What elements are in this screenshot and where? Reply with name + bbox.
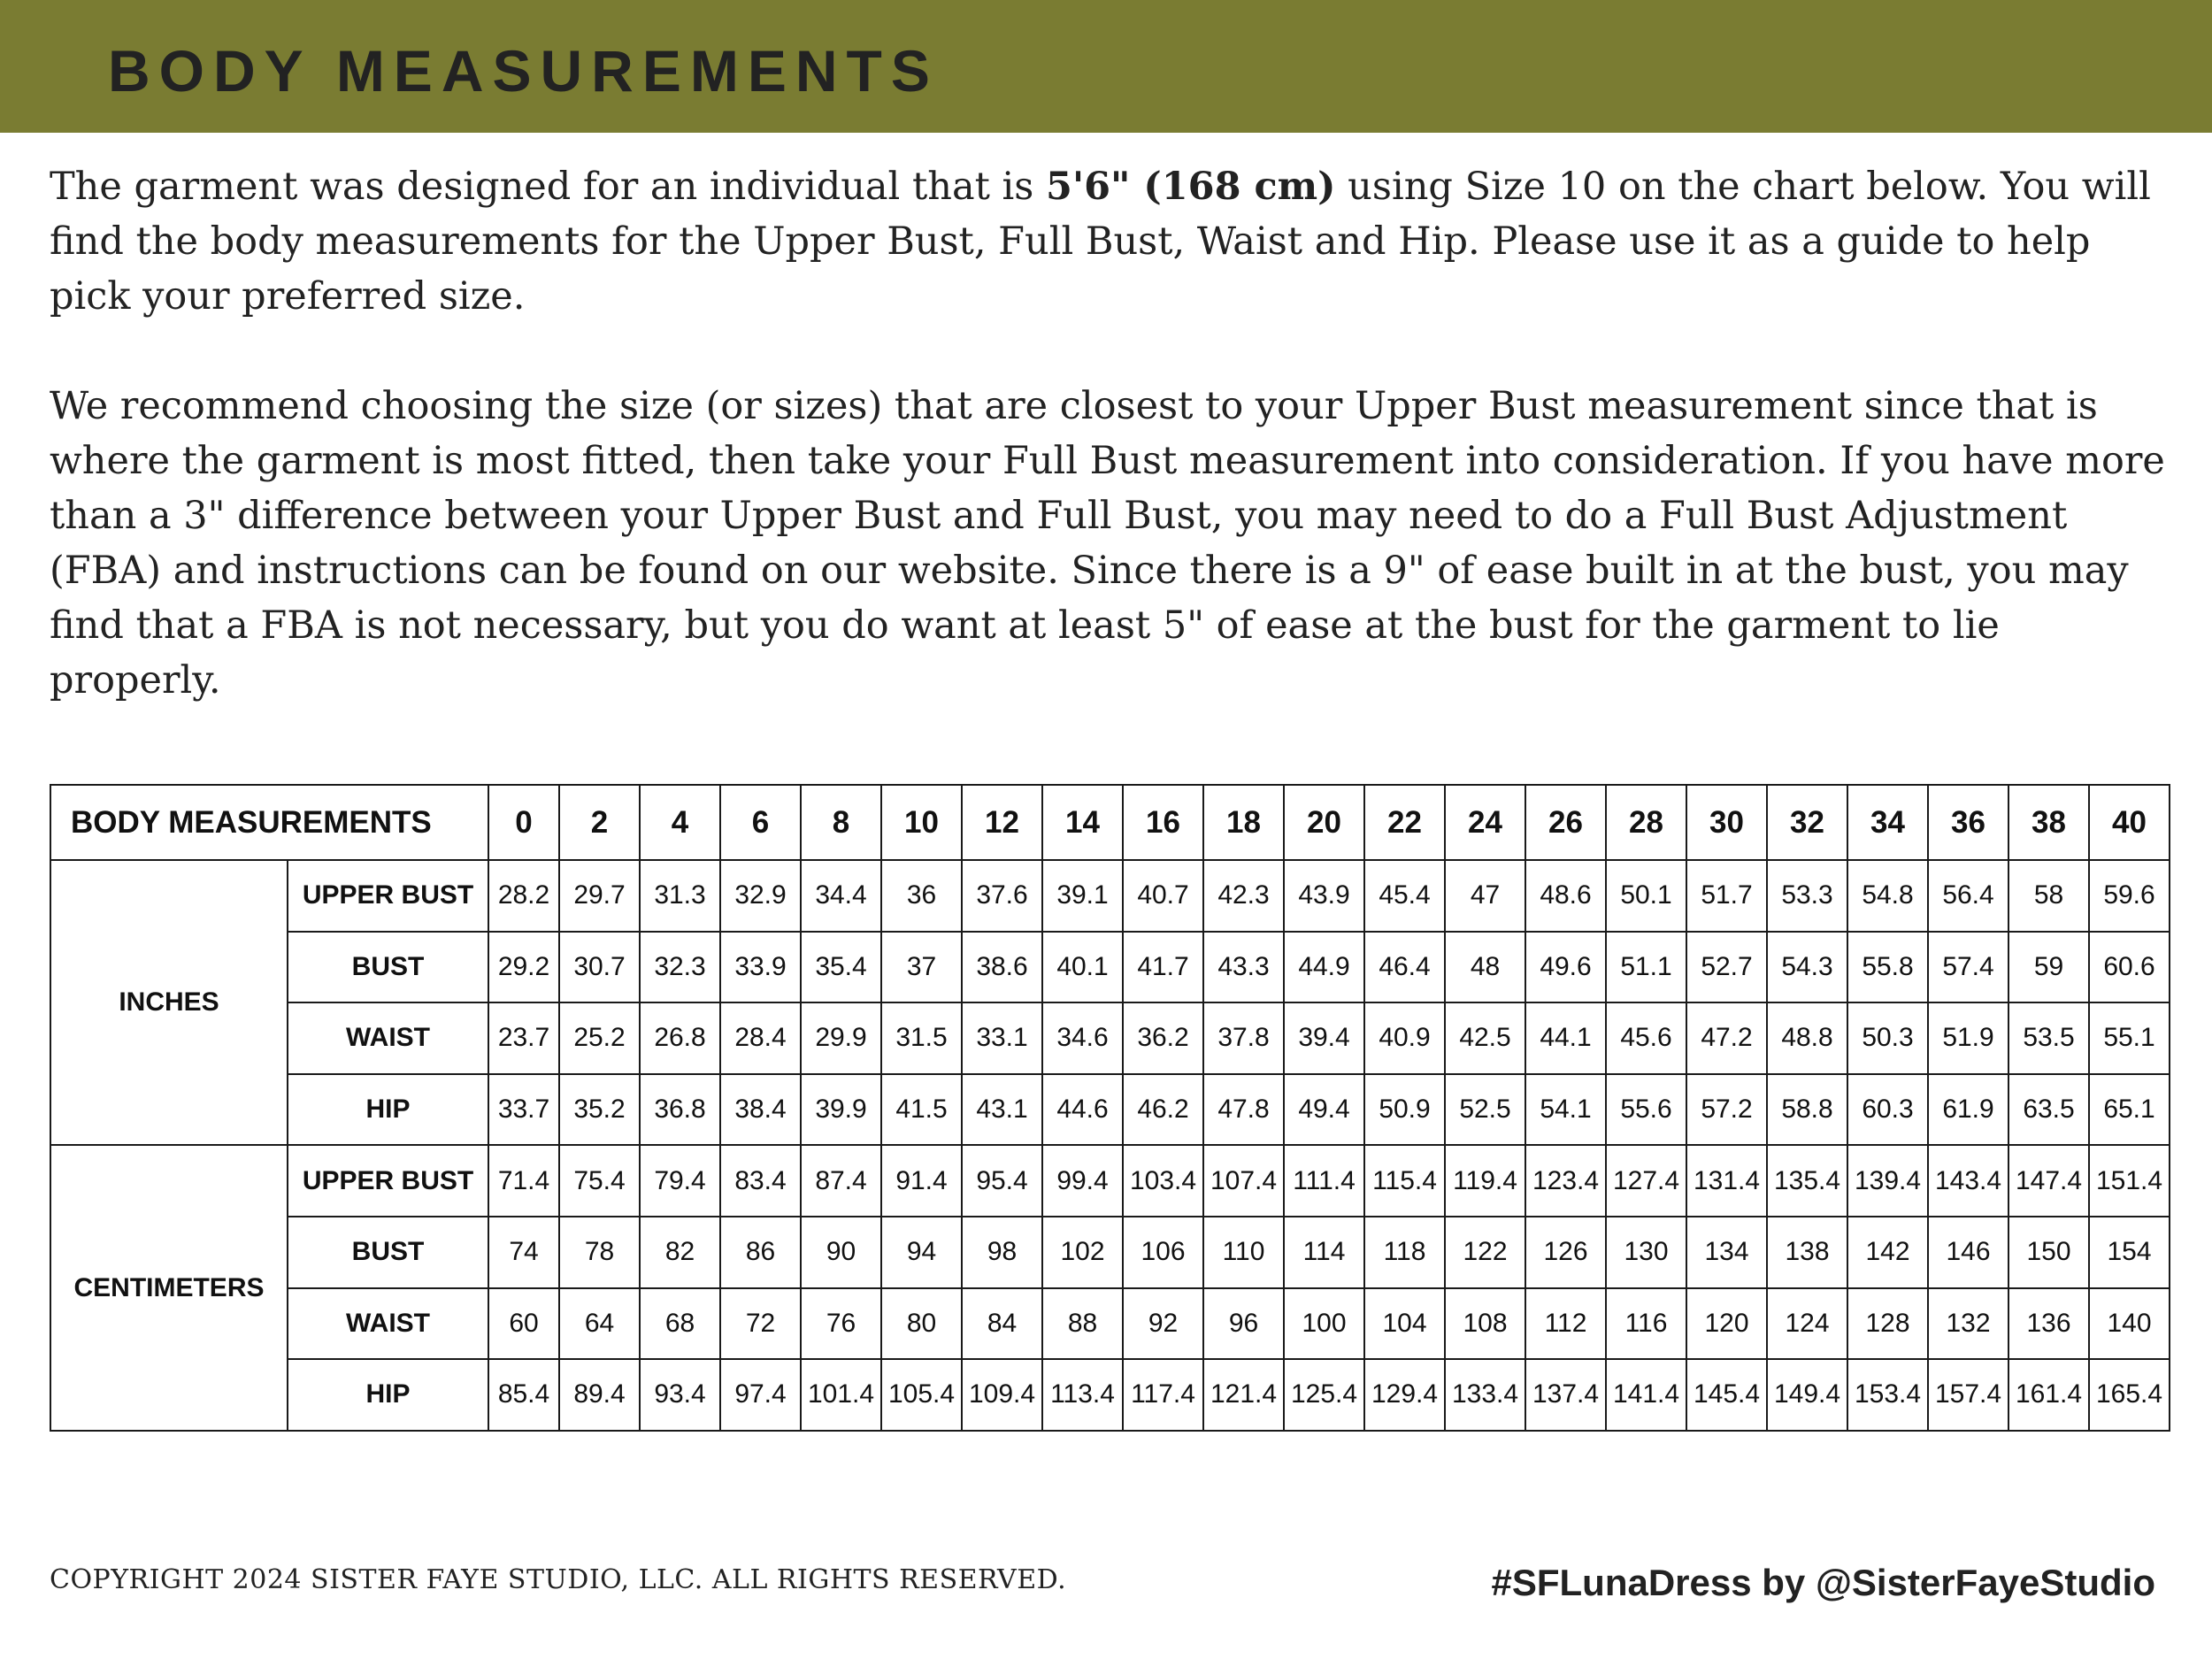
size-header: 28 [1606, 785, 1686, 860]
table-cell: 109.4 [962, 1359, 1042, 1431]
size-header: 10 [881, 785, 962, 860]
table-cell: 130 [1606, 1217, 1686, 1288]
table-cell: 33.9 [720, 932, 801, 1003]
table-cell: 40.1 [1042, 932, 1123, 1003]
unit-label: CENTIMETERS [50, 1145, 288, 1430]
table-cell: 49.6 [1525, 932, 1606, 1003]
table-cell: 104 [1364, 1288, 1445, 1360]
table-cell: 53.3 [1767, 860, 1847, 932]
size-header: 34 [1847, 785, 1928, 860]
intro-p1-start: The garment was designed for an individual that is [50, 165, 1047, 209]
table-cell: 36 [881, 860, 962, 932]
table-cell: 43.1 [962, 1074, 1042, 1146]
size-header: 16 [1123, 785, 1203, 860]
table-cell: 33.1 [962, 1002, 1042, 1074]
table-cell: 34.4 [801, 860, 881, 932]
size-header: 14 [1042, 785, 1123, 860]
table-cell: 48.8 [1767, 1002, 1847, 1074]
measurement-table [50, 784, 2170, 1432]
table-cell: 39.9 [801, 1074, 881, 1146]
table-cell: 121.4 [1203, 1359, 1284, 1431]
table-cell: 165.4 [2089, 1359, 2170, 1431]
table-cell: 112 [1525, 1288, 1606, 1360]
table-cell: 34.6 [1042, 1002, 1123, 1074]
table-cell: 110 [1203, 1217, 1284, 1288]
table-cell: 50.9 [1364, 1074, 1445, 1146]
table-cell: 47 [1445, 860, 1525, 932]
intro-text [50, 159, 2173, 708]
table-cell: 88 [1042, 1288, 1123, 1360]
size-header: 20 [1284, 785, 1364, 860]
table-cell: 105.4 [881, 1359, 962, 1431]
table-cell: 125.4 [1284, 1359, 1364, 1431]
page-title: BODY MEASUREMENTS [108, 38, 939, 104]
table-cell: 47.8 [1203, 1074, 1284, 1146]
table-cell: 55.6 [1606, 1074, 1686, 1146]
table-cell: 153.4 [1847, 1359, 1928, 1431]
table-cell: 28.2 [488, 860, 559, 932]
table-cell: 52.7 [1686, 932, 1767, 1003]
table-cell: 122 [1445, 1217, 1525, 1288]
table-cell: 107.4 [1203, 1145, 1284, 1217]
size-header: 12 [962, 785, 1042, 860]
table-cell: 145.4 [1686, 1359, 1767, 1431]
size-header: 0 [488, 785, 559, 860]
table-cell: 85.4 [488, 1359, 559, 1431]
table-cell: 119.4 [1445, 1145, 1525, 1217]
size-header: 2 [559, 785, 640, 860]
table-cell: 82 [640, 1217, 720, 1288]
table-cell: 57.4 [1928, 932, 2008, 1003]
table-cell: 44.1 [1525, 1002, 1606, 1074]
table-cell: 58.8 [1767, 1074, 1847, 1146]
table-cell: 71.4 [488, 1145, 559, 1217]
table-cell: 108 [1445, 1288, 1525, 1360]
size-header: 24 [1445, 785, 1525, 860]
table-cell: 147.4 [2008, 1145, 2089, 1217]
size-header: 32 [1767, 785, 1847, 860]
size-header: 22 [1364, 785, 1445, 860]
table-cell: 149.4 [1767, 1359, 1847, 1431]
table-cell: 46.2 [1123, 1074, 1203, 1146]
table-cell: 55.8 [1847, 932, 1928, 1003]
table-cell: 127.4 [1606, 1145, 1686, 1217]
table-header-row [50, 785, 2170, 860]
table-cell: 52.5 [1445, 1074, 1525, 1146]
table-cell: 44.9 [1284, 932, 1364, 1003]
table-cell: 100 [1284, 1288, 1364, 1360]
table-cell: 83.4 [720, 1145, 801, 1217]
table-cell: 43.3 [1203, 932, 1284, 1003]
size-header: 30 [1686, 785, 1767, 860]
table-cell: 140 [2089, 1288, 2170, 1360]
table-cell: 106 [1123, 1217, 1203, 1288]
table-row [50, 1217, 2170, 1288]
table-cell: 120 [1686, 1288, 1767, 1360]
table-cell: 54.8 [1847, 860, 1928, 932]
table-cell: 116 [1606, 1288, 1686, 1360]
table-cell: 53.5 [2008, 1002, 2089, 1074]
table-cell: 80 [881, 1288, 962, 1360]
table-cell: 46.4 [1364, 932, 1445, 1003]
table-cell: 26.8 [640, 1002, 720, 1074]
table-cell: 29.2 [488, 932, 559, 1003]
size-header: 40 [2089, 785, 2170, 860]
table-cell: 118 [1364, 1217, 1445, 1288]
hashtag-credit: #SFLunaDress by @SisterFayeStudio [1491, 1562, 2155, 1603]
table-cell: 57.2 [1686, 1074, 1767, 1146]
table-cell: 25.2 [559, 1002, 640, 1074]
table-cell: 123.4 [1525, 1145, 1606, 1217]
table-cell: 135.4 [1767, 1145, 1847, 1217]
table-cell: 75.4 [559, 1145, 640, 1217]
size-header: 6 [720, 785, 801, 860]
measurement-label: BUST [288, 1217, 488, 1288]
table-cell: 37 [881, 932, 962, 1003]
table-cell: 55.1 [2089, 1002, 2170, 1074]
table-cell: 48.6 [1525, 860, 1606, 932]
table-cell: 90 [801, 1217, 881, 1288]
table-cell: 98 [962, 1217, 1042, 1288]
table-cell: 35.2 [559, 1074, 640, 1146]
table-cell: 37.8 [1203, 1002, 1284, 1074]
table-cell: 94 [881, 1217, 962, 1288]
table-cell: 115.4 [1364, 1145, 1445, 1217]
table-cell: 143.4 [1928, 1145, 2008, 1217]
table-cell: 39.1 [1042, 860, 1123, 932]
table-cell: 48 [1445, 932, 1525, 1003]
table-cell: 101.4 [801, 1359, 881, 1431]
table-cell: 92 [1123, 1288, 1203, 1360]
table-cell: 60 [488, 1288, 559, 1360]
table-cell: 54.1 [1525, 1074, 1606, 1146]
size-header: 4 [640, 785, 720, 860]
table-cell: 40.7 [1123, 860, 1203, 932]
table-cell: 161.4 [2008, 1359, 2089, 1431]
size-header: 38 [2008, 785, 2089, 860]
measurement-label: WAIST [288, 1288, 488, 1360]
table-cell: 111.4 [1284, 1145, 1364, 1217]
table-cell: 54.3 [1767, 932, 1847, 1003]
table-cell: 89.4 [559, 1359, 640, 1431]
table-cell: 134 [1686, 1217, 1767, 1288]
table-cell: 139.4 [1847, 1145, 1928, 1217]
table-cell: 42.5 [1445, 1002, 1525, 1074]
table-cell: 126 [1525, 1217, 1606, 1288]
table-cell: 61.9 [1928, 1074, 2008, 1146]
table-cell: 132 [1928, 1288, 2008, 1360]
table-row [50, 1288, 2170, 1360]
table-cell: 137.4 [1525, 1359, 1606, 1431]
table-cell: 128 [1847, 1288, 1928, 1360]
table-cell: 59.6 [2089, 860, 2170, 932]
table-cell: 97.4 [720, 1359, 801, 1431]
table-cell: 114 [1284, 1217, 1364, 1288]
table-cell: 45.4 [1364, 860, 1445, 932]
table-cell: 65.1 [2089, 1074, 2170, 1146]
size-header: 18 [1203, 785, 1284, 860]
table-cell: 60.3 [1847, 1074, 1928, 1146]
table-cell: 138 [1767, 1217, 1847, 1288]
table-cell: 154 [2089, 1217, 2170, 1288]
table-cell: 78 [559, 1217, 640, 1288]
table-cell: 36.8 [640, 1074, 720, 1146]
table-cell: 38.6 [962, 932, 1042, 1003]
table-cell: 28.4 [720, 1002, 801, 1074]
table-cell: 30.7 [559, 932, 640, 1003]
measurement-label: BUST [288, 932, 488, 1003]
table-cell: 49.4 [1284, 1074, 1364, 1146]
table-cell: 131.4 [1686, 1145, 1767, 1217]
table-cell: 129.4 [1364, 1359, 1445, 1431]
table-row [50, 860, 2170, 932]
table-cell: 37.6 [962, 860, 1042, 932]
table-cell: 117.4 [1123, 1359, 1203, 1431]
table-cell: 33.7 [488, 1074, 559, 1146]
size-header: 8 [801, 785, 881, 860]
table-cell: 146 [1928, 1217, 2008, 1288]
table-cell: 50.1 [1606, 860, 1686, 932]
table-cell: 35.4 [801, 932, 881, 1003]
table-cell: 74 [488, 1217, 559, 1288]
table-cell: 51.7 [1686, 860, 1767, 932]
table-cell: 39.4 [1284, 1002, 1364, 1074]
table-cell: 93.4 [640, 1359, 720, 1431]
table-cell: 150 [2008, 1217, 2089, 1288]
table-cell: 151.4 [2089, 1145, 2170, 1217]
table-cell: 99.4 [1042, 1145, 1123, 1217]
table-cell: 43.9 [1284, 860, 1364, 932]
table-cell: 63.5 [2008, 1074, 2089, 1146]
table-cell: 72 [720, 1288, 801, 1360]
table-cell: 45.6 [1606, 1002, 1686, 1074]
measurement-label: UPPER BUST [288, 1145, 488, 1217]
table-cell: 38.4 [720, 1074, 801, 1146]
table-cell: 47.2 [1686, 1002, 1767, 1074]
table-row [50, 932, 2170, 1003]
table-cell: 87.4 [801, 1145, 881, 1217]
table-cell: 56.4 [1928, 860, 2008, 932]
table-cell: 68 [640, 1288, 720, 1360]
table-row [50, 1074, 2170, 1146]
measurement-label: HIP [288, 1359, 488, 1431]
table-cell: 50.3 [1847, 1002, 1928, 1074]
measurement-label: WAIST [288, 1002, 488, 1074]
table-cell: 64 [559, 1288, 640, 1360]
table-cell: 41.5 [881, 1074, 962, 1146]
design-height: 5'6" (168 cm) [1046, 165, 1336, 209]
table-cell: 41.7 [1123, 932, 1203, 1003]
table-cell: 23.7 [488, 1002, 559, 1074]
table-cell: 76 [801, 1288, 881, 1360]
table-cell: 59 [2008, 932, 2089, 1003]
intro-p1-end: using Size 10 on the chart below. You will find the body measurements for the Upper Bust, Full Bust, Waist and Hip. Please use it as a guide to help pick your preferred size. [50, 165, 2151, 319]
table-cell: 51.9 [1928, 1002, 2008, 1074]
copyright-notice: COPYRIGHT 2024 SISTER FAYE STUDIO, LLC. ALL RIGHTS RESERVED. [50, 1564, 1067, 1595]
table-cell: 44.6 [1042, 1074, 1123, 1146]
table-cell: 32.9 [720, 860, 801, 932]
table-cell: 86 [720, 1217, 801, 1288]
table-row [50, 1002, 2170, 1074]
table-cell: 157.4 [1928, 1359, 2008, 1431]
table-cell: 60.6 [2089, 932, 2170, 1003]
table-cell: 96 [1203, 1288, 1284, 1360]
table-cell: 95.4 [962, 1145, 1042, 1217]
table-cell: 36.2 [1123, 1002, 1203, 1074]
measurement-label: UPPER BUST [288, 860, 488, 932]
table-cell: 84 [962, 1288, 1042, 1360]
table-cell: 113.4 [1042, 1359, 1123, 1431]
table-cell: 136 [2008, 1288, 2089, 1360]
table-cell: 91.4 [881, 1145, 962, 1217]
intro-paragraph-2: We recommend choosing the size (or sizes) that are closest to your Upper Bust measurement since that is where the garment is most fitted, then take your Full Bust measurement into consideration. If you have more than a 3" difference between your Upper Bust and Full Bust, you may need to do a Full Bust Adjustment (FBA) and instructions can be found on our website. Since there is a 9" of ease built in at the bust, you may find that a FBA is not necessary, but you do want at least 5" of ease at the bust for the garment to lie properly. [50, 384, 2165, 703]
table-cell: 103.4 [1123, 1145, 1203, 1217]
table-cell: 29.7 [559, 860, 640, 932]
table-cell: 58 [2008, 860, 2089, 932]
size-header: 36 [1928, 785, 2008, 860]
table-cell: 40.9 [1364, 1002, 1445, 1074]
table-cell: 42.3 [1203, 860, 1284, 932]
table-cell: 79.4 [640, 1145, 720, 1217]
table-cell: 32.3 [640, 932, 720, 1003]
size-header: 26 [1525, 785, 1606, 860]
table-cell: 51.1 [1606, 932, 1686, 1003]
table-row [50, 1145, 2170, 1217]
table-title: BODY MEASUREMENTS [50, 785, 488, 860]
intro-paragraph-1 [50, 159, 2173, 324]
measurement-label: HIP [288, 1074, 488, 1146]
table-cell: 102 [1042, 1217, 1123, 1288]
table-cell: 124 [1767, 1288, 1847, 1360]
table-cell: 141.4 [1606, 1359, 1686, 1431]
table-row [50, 1359, 2170, 1431]
header-band [0, 0, 2212, 133]
table-cell: 29.9 [801, 1002, 881, 1074]
table-cell: 31.5 [881, 1002, 962, 1074]
table-cell: 142 [1847, 1217, 1928, 1288]
table-cell: 133.4 [1445, 1359, 1525, 1431]
table-cell: 31.3 [640, 860, 720, 932]
unit-label: INCHES [50, 860, 288, 1145]
